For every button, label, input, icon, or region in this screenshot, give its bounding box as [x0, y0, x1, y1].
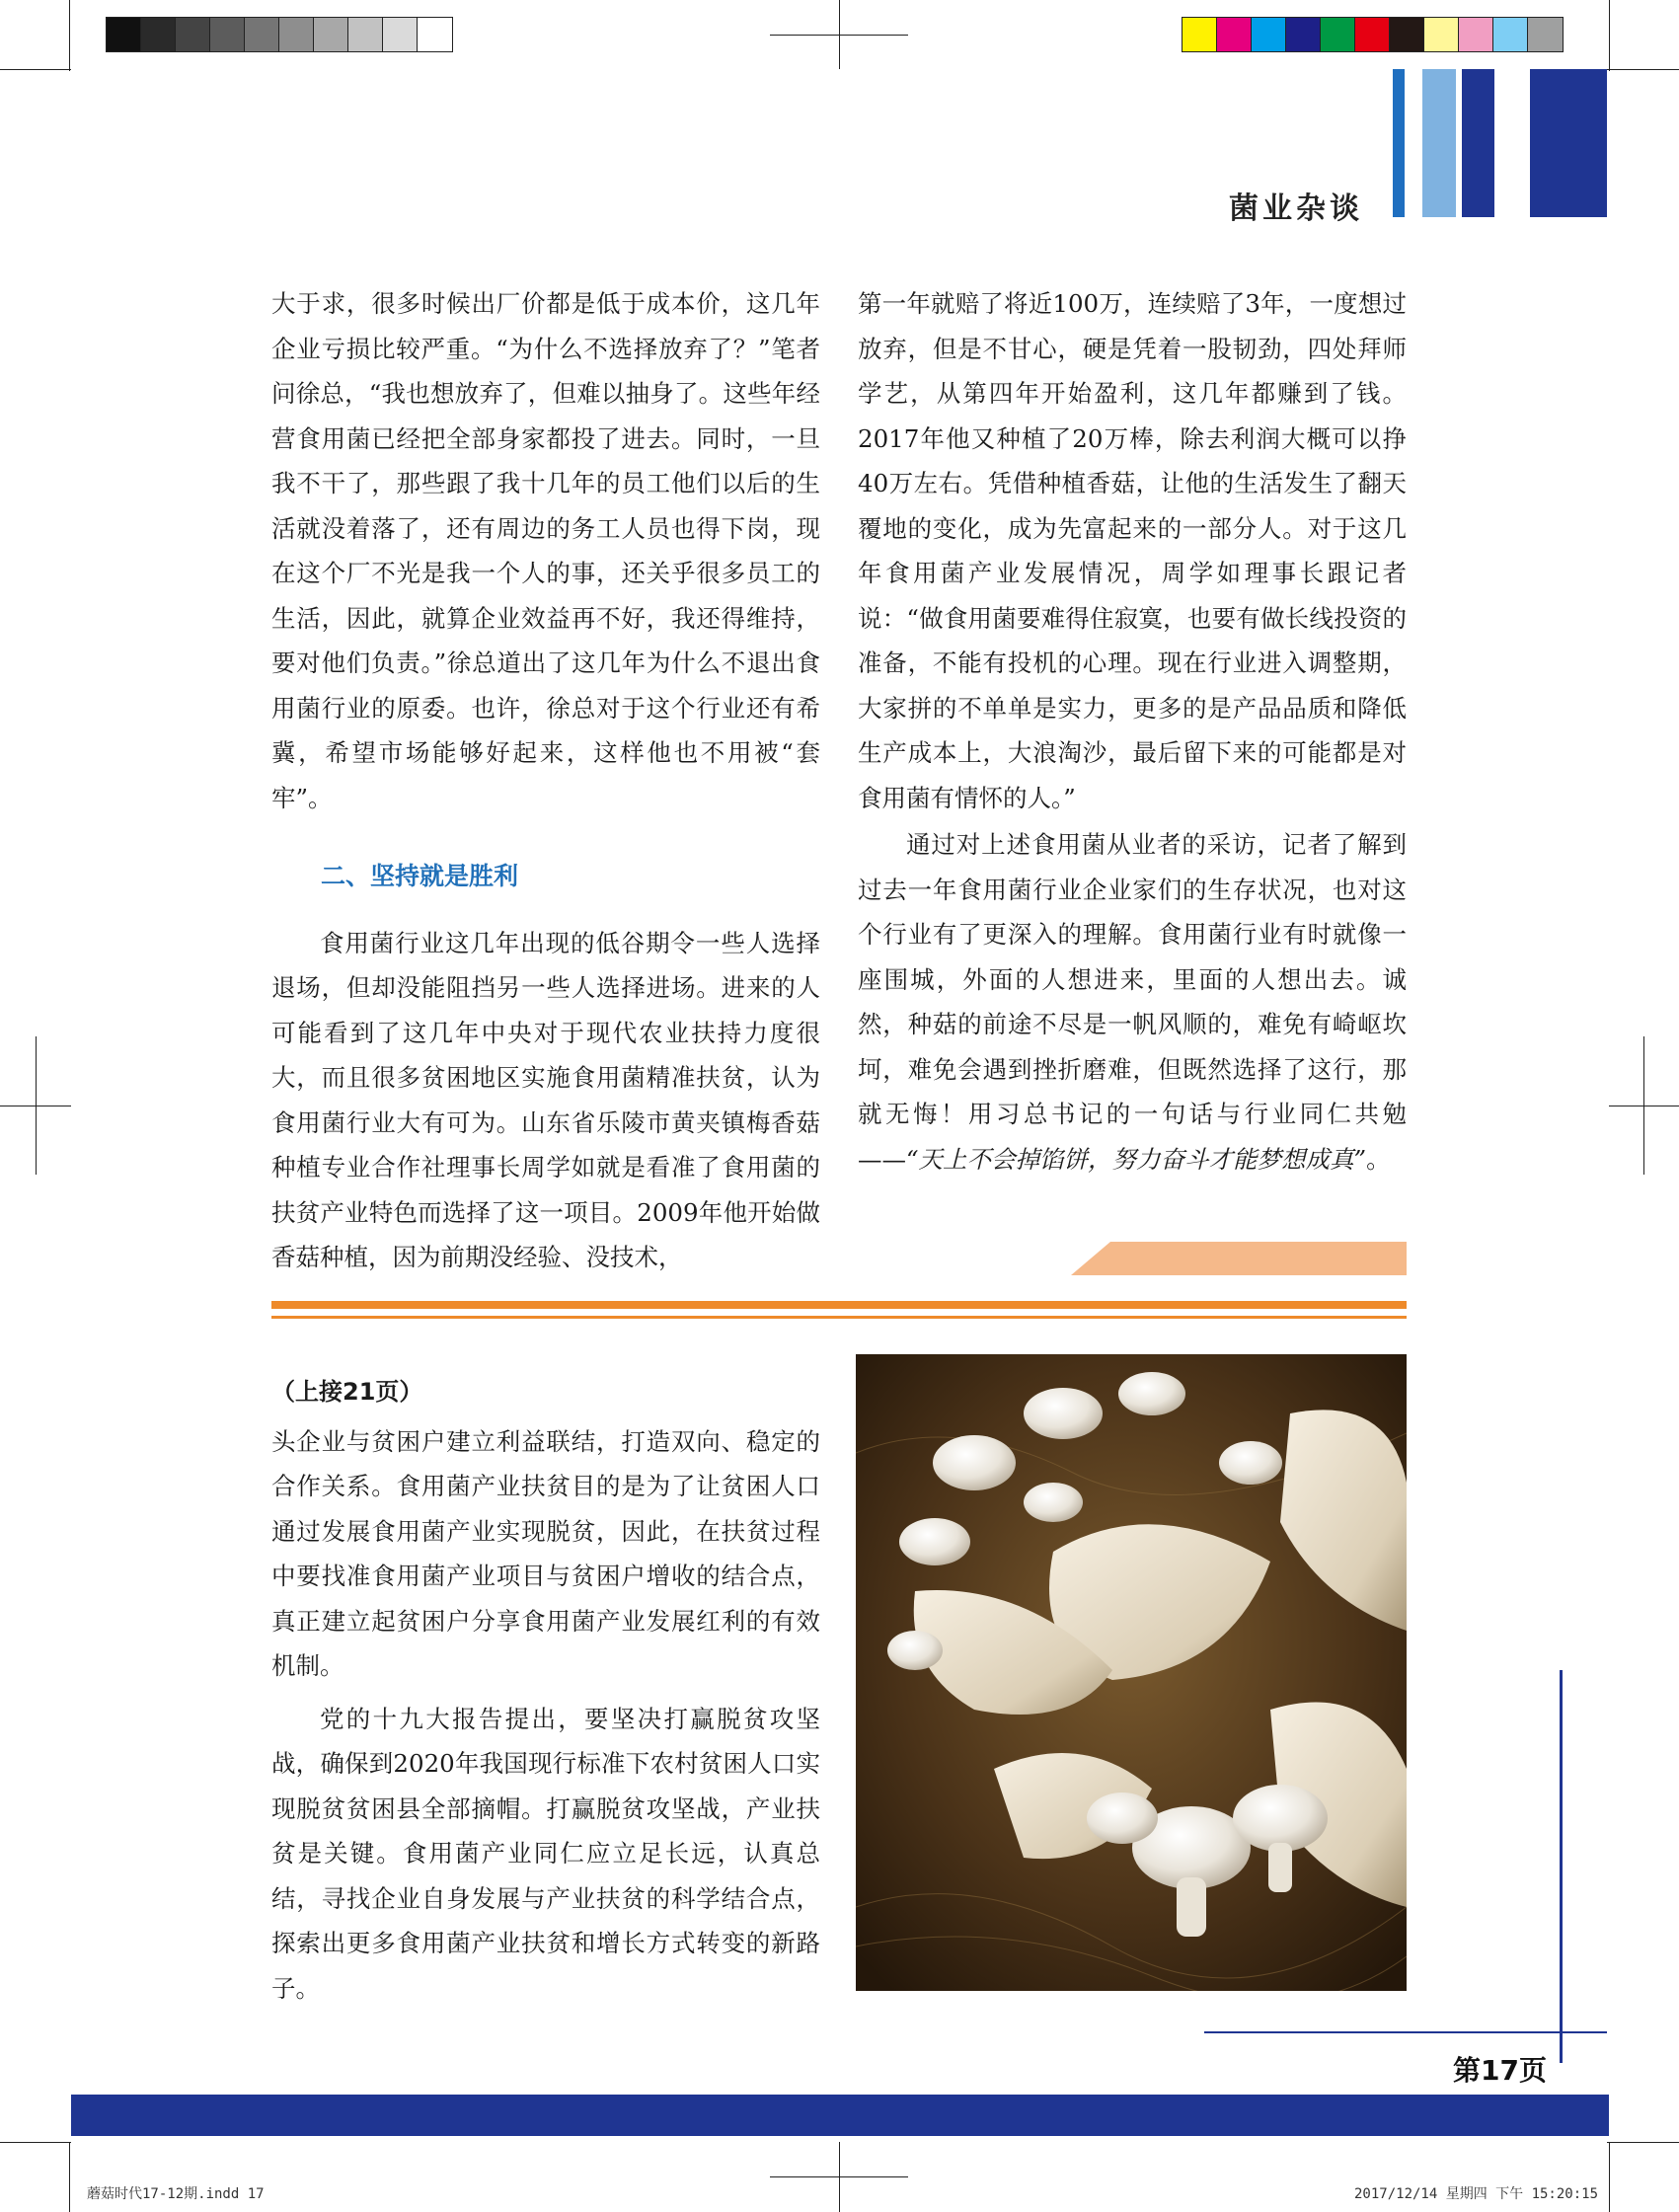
calibration-swatch: [1321, 18, 1355, 51]
left-column: [271, 281, 820, 1280]
calibration-swatch: [1355, 18, 1390, 51]
crop-mark: [1607, 69, 1679, 70]
calibration-swatch: [141, 18, 176, 51]
grayscale-calibration-strip: [106, 17, 453, 52]
calibration-swatch: [418, 18, 452, 51]
crop-mark: [0, 2142, 71, 2143]
paragraph: 第一年就赔了将近100万，连续赔了3年，一度想过放弃，但是不甘心，硬是凭着一股韧劲，四处拜师学艺，从第四年开始盈利，这几年都赚到了钱。2017年他又种植了20万棒，除去利润大概可以挣40万左右。凭借种植香菇，让他的生活发生了翻天覆地的变化，成为先富起来的一部分人。对于这几年食用菌产业发展情况，周学如理事长跟记者说：“做食用菌要难得住寂寞，也要有做长线投资的准备，不能有投机的心理。现在行业进入调整期，大家拼的不单单是实力，更多的是产品品质和降低生产成本上，大浪淘沙，最后留下来的可能都是对食用菌有情怀的人。”: [858, 289, 1407, 812]
lower-column: [271, 1370, 820, 2011]
divider-line: [271, 1301, 1407, 1309]
calibration-swatch: [1217, 18, 1252, 51]
crop-mark: [0, 69, 71, 70]
header-accent-bar: [1530, 69, 1607, 217]
calibration-swatch: [210, 18, 245, 51]
divider-line: [271, 1316, 1407, 1319]
calibration-swatch: [279, 18, 314, 51]
paragraph: 食用菌行业这几年出现的低谷期令一些人选择退场，但却没能阻挡另一些人选择进场。进来的人可能看到了这几年中央对于现代农业扶持力度很大，而且很多贫困地区实施食用菌精准扶贫，认为食用菌行业大有可为。山东省乐陵市黄夹镇梅香菇种植专业合作社理事长周学如就是看准了食用菌的扶贫产业特色而选择了这一项目。2009年他开始做香菇种植，因为前期没经验、没技术，: [271, 928, 820, 1271]
crop-mark: [1609, 0, 1610, 71]
calibration-swatch: [383, 18, 418, 51]
paragraph: 大于求，很多时候出厂价都是低于成本价，这几年企业亏损比较严重。“为什么不选择放弃了？”笔者问徐总，“我也想放弃了，但难以抽身了。这些年经营食用菌已经把全部身家都投了进去。同时，一旦我不干了，那些跟了我十几年的员工他们以后的生活就没着落了，还有周边的务工人员也得下岗，现在这个厂不光是我一个人的事，还关乎很多员工的生活，因此，就算企业效益再不好，我还得维持，要对他们负责。”徐总道出了这几年为什么不退出食用菌行业的原委。也许，徐总对于这个行业还有希冀，希望市场能够好起来，这样他也不用被“套牢”。: [271, 289, 820, 812]
calibration-swatch: [1424, 18, 1459, 51]
header-accent-bar: [1393, 69, 1405, 217]
crop-mark: [69, 2142, 70, 2212]
margin-rule: [1560, 1670, 1563, 2063]
calibration-swatch: [107, 18, 141, 51]
crop-mark: [36, 1036, 37, 1175]
calibration-swatch: [1459, 18, 1493, 51]
header-accent-bar: [1462, 69, 1494, 217]
paragraph: [858, 822, 1407, 1182]
crop-mark: [770, 2176, 908, 2177]
section-title: 菌业杂谈: [1229, 191, 1363, 226]
quote: “天上不会掉馅饼，努力奋斗才能梦想成真”: [906, 1144, 1367, 1174]
orange-accent-shape: [1071, 1242, 1407, 1275]
calibration-swatch: [1390, 18, 1424, 51]
margin-rule: [1204, 2031, 1607, 2033]
crop-mark: [1607, 2142, 1679, 2143]
slug-date: 2017/12/14 星期四 下午 15:20:15: [1354, 2186, 1599, 2202]
calibration-swatch: [1493, 18, 1528, 51]
paragraph: 头企业与贫困户建立利益联结，打造双向、稳定的合作关系。食用菌产业扶贫目的是为了让贫困人口通过发展食用菌产业实现脱贫，因此，在扶贫过程中要找准食用菌产业项目与贫困户增收的结合点，真正建立起贫困户分享食用菌产业发展红利的有效机制。: [271, 1426, 820, 1680]
paragraph-text: 。: [1366, 1144, 1391, 1174]
mushroom-photo: [856, 1354, 1407, 1991]
calibration-swatch: [245, 18, 279, 51]
header-accent-bar: [1422, 69, 1456, 217]
section-heading: 二、坚持就是胜利: [321, 862, 519, 890]
right-column: [858, 281, 1407, 1182]
color-calibration-strip: [1182, 17, 1564, 52]
calibration-swatch: [1252, 18, 1286, 51]
crop-mark: [770, 35, 908, 36]
continued-label: （上接21页）: [271, 1378, 423, 1406]
calibration-swatch: [348, 18, 383, 51]
paragraph: 党的十九大报告提出，要坚决打赢脱贫攻坚战，确保到2020年我国现行标准下农村贫困人口实现脱贫贫困县全部摘帽。打赢脱贫攻坚战，产业扶贫是关键。食用菌产业同仁应立足长远，认真总结，寻找企业自身发展与产业扶贫的科学结合点，探索出更多食用菌产业扶贫和增长方式转变的新路子。: [271, 1704, 820, 2003]
paragraph-text: 通过对上述食用菌从业者的采访，记者了解到过去一年食用菌行业企业家们的生存状况，也对这个行业有了更深入的理解。食用菌行业有时就像一座围城，外面的人想进来，里面的人想出去。诚然，种菇的前途不尽是一帆风顺的，难免有崎岖坎坷，难免会遇到挫折磨难，但既然选择了这行，那就无悔！用习总书记的一句话与行业同仁共勉——: [858, 830, 1407, 1174]
footer-bar: [71, 2095, 1609, 2136]
crop-mark: [1609, 2142, 1610, 2212]
page-number: 第17页: [1453, 2054, 1547, 2087]
calibration-swatch: [1528, 18, 1563, 51]
calibration-swatch: [176, 18, 210, 51]
calibration-swatch: [1286, 18, 1321, 51]
crop-mark: [1643, 1036, 1644, 1175]
calibration-swatch: [314, 18, 348, 51]
slug-file: 蘑菇时代17-12期.indd 17: [87, 2186, 265, 2202]
crop-mark: [69, 0, 70, 71]
calibration-swatch: [1183, 18, 1217, 51]
